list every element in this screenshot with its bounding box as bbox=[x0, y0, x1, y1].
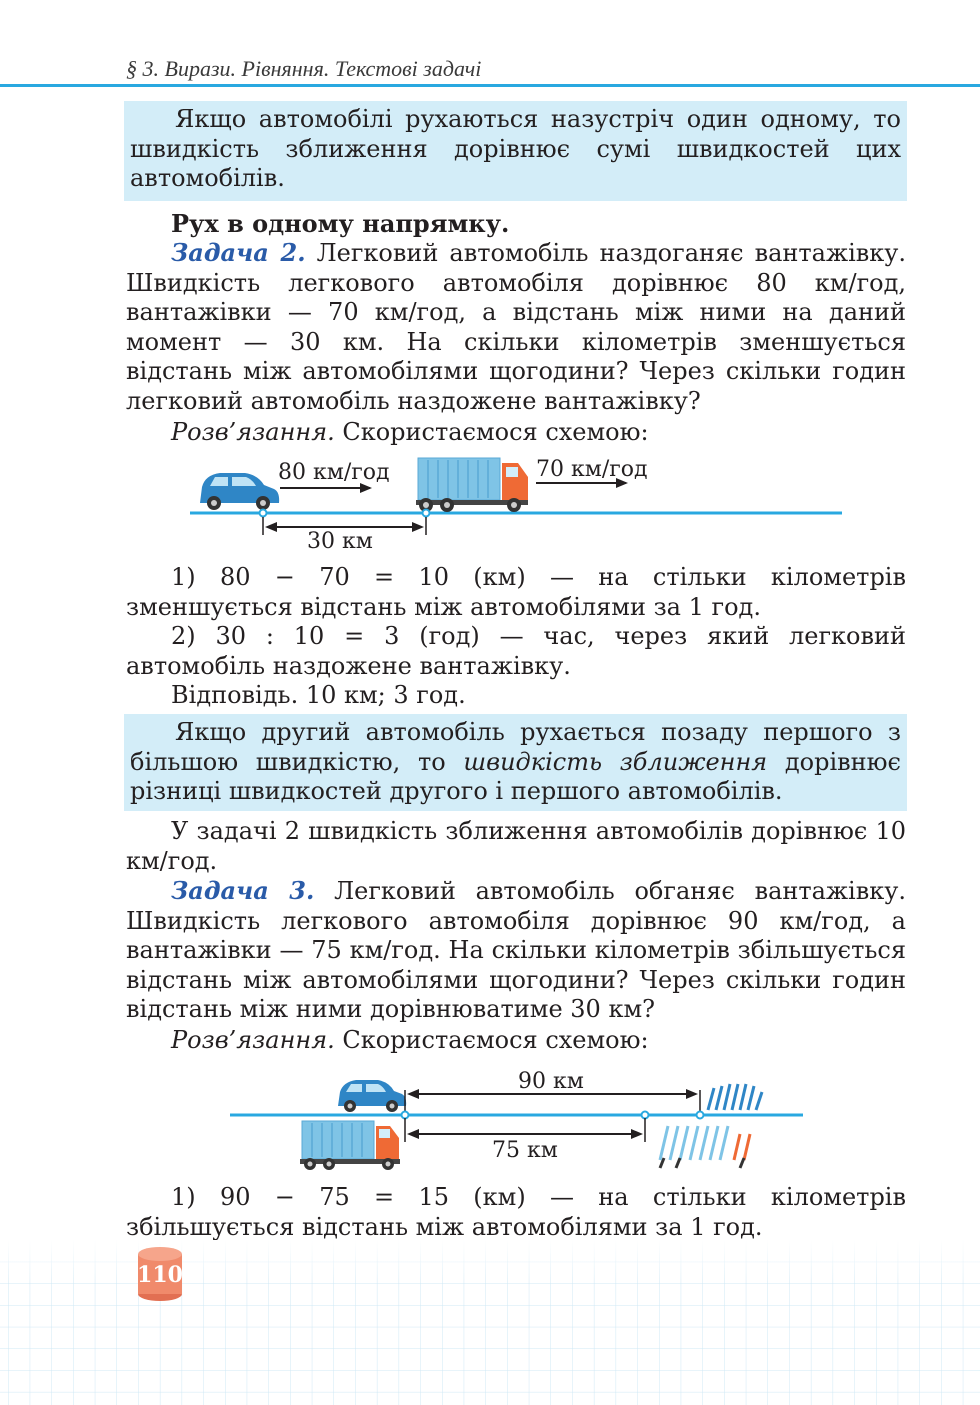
truck-distance-label: 75 км bbox=[492, 1138, 558, 1163]
rule2-part2: дорівнює різниці швидкостей другого і першого автомобілів. bbox=[130, 747, 901, 805]
task3-solution-label: Розв’язання. bbox=[171, 1026, 335, 1054]
task3-solution-text: Скористаємося схемою: bbox=[334, 1026, 649, 1054]
task3-step1: 1) 90 − 75 = 15 (км) — на стільки кілометрів збільшується відстань між автомобілями за 1 год. bbox=[126, 1183, 906, 1241]
rule2-part1: Якщо другий автомобіль рухається позаду першого з більшою швидкістю, то bbox=[130, 718, 901, 776]
task3-text: Легковий автомобіль обганяє вантажівку. Швидкість легкового автомобіля дорівнює 90 км/год, а вантажівки — 75 км/год. На скільки кілометрів збільшується відстань між автомобілями щогодини? Через скільки годин відстань між ними дорівнюватиме 30 км? bbox=[126, 877, 906, 1023]
task2-solution-label: Розв’язання. bbox=[171, 418, 335, 446]
page-header bbox=[0, 0, 980, 86]
header-divider bbox=[0, 84, 980, 87]
task3-label: Задача 3. bbox=[171, 876, 315, 905]
diagram-task3 bbox=[0, 1060, 980, 1180]
start-point bbox=[260, 510, 267, 517]
rule-text-2 bbox=[130, 718, 901, 807]
task2-solution bbox=[126, 418, 906, 448]
task2-step2: 2) 30 : 10 = 3 (год) — час, через який легковий автомобіль наздожене вантажівку. bbox=[126, 622, 906, 680]
truck-speed-label: 70 км/год bbox=[536, 457, 648, 482]
task3-solution bbox=[126, 1026, 906, 1056]
task2-solution-text: Скористаємося схемою: bbox=[334, 418, 649, 446]
task2-text: Легковий автомобіль наздоганяє вантажівку. Швидкість легкового автомобіля дорівнює 80 км/год, вантажівки — 70 км/год, а відстань між ними на даний момент — 30 км. На скільки кілометрів зменшується відстань між автомобілями щогодини? Через скільки годин легковий автомобіль наздожене вантажівку? bbox=[126, 239, 907, 415]
end-point bbox=[423, 510, 430, 517]
car-distance-label: 90 км bbox=[518, 1069, 584, 1094]
page-number: 110 bbox=[137, 1262, 183, 1288]
rule-text-1: Якщо автомобілі рухаються назустріч один одному, то швидкість зближення дорівнює сумі швидкостей цих автомобілів. bbox=[130, 105, 901, 192]
truck-icon bbox=[300, 1121, 400, 1170]
rule-box-2 bbox=[124, 714, 907, 811]
moving-truck-icon bbox=[660, 1126, 750, 1168]
task3-paragraph bbox=[126, 876, 906, 1025]
task2-paragraph bbox=[126, 238, 906, 416]
rule-box-1 bbox=[124, 101, 907, 201]
distance-label: 30 км bbox=[307, 529, 373, 554]
note-paragraph: У задачі 2 швидкість зближення автомобілів дорівнює 10 км/год. bbox=[126, 817, 906, 875]
section-title: Рух в одному напрямку. bbox=[171, 209, 510, 238]
task2-label: Задача 2. bbox=[171, 238, 306, 267]
task2-answer: Відповідь. 10 км; 3 год. bbox=[171, 681, 466, 709]
truck-icon bbox=[416, 458, 528, 512]
task2-step1: 1) 80 − 70 = 10 (км) — на стільки кілометрів зменшується відстань між автомобілями за 1 год. bbox=[126, 563, 906, 621]
car-icon bbox=[338, 1080, 406, 1112]
car-icon bbox=[200, 473, 279, 510]
moving-car-icon bbox=[708, 1084, 762, 1110]
car-speed-label: 80 км/год bbox=[278, 460, 390, 485]
diagram-task2 bbox=[0, 445, 980, 560]
rule2-emphasis: швидкість зближення bbox=[463, 747, 768, 776]
header-title: § 3. Вирази. Рівняння. Текстові задачі bbox=[126, 56, 482, 81]
